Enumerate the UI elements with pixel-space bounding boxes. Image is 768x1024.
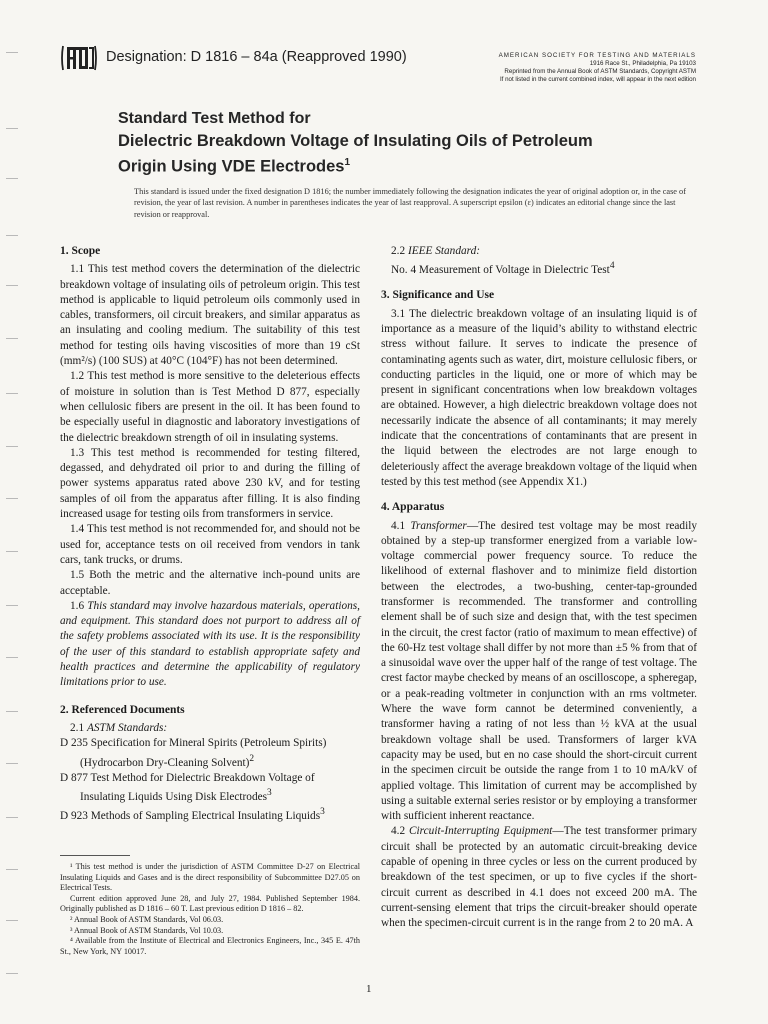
paragraph: 4.2 Circuit-Interrupting Equipment—The test transformer primary circuit shall be protected by an automatic circuit-breaking device capable of opening in three cycles or less on the current produced by breakdown of the test specimen, or up to five cycles if the short-circuit current as described in 4.1 does not exceed 200 mA. The current-sensing element that trips the circuit-breaker should operate when the specimen-circuit current is in the range from 2 to 20 mA. A [381,825,697,930]
footnote: ¹ This test method is under the jurisdiction of ASTM Committee D-27 on Electrical Insulating Liquids and Gases and is the direct responsibility of Subcommittee D27.05 on Electrical Tests. [60,862,360,893]
reprint-notice [396,52,696,84]
issuance-notice: This standard is issued under the fixed designation D 1816; the number immediately following the designation indicates the year of original adoption or, in the case of revision, the year of last revision. A number in parentheses indicates the year of last reapproval. A superscript epsilon (ε) indicates an editorial change since the last revision or reapproval. [134,187,686,219]
document-title [118,110,718,178]
reference-item: No. 4 Measurement of Voltage in Dielectric Test$^4$ [391,261,615,277]
footnote-mark: 2 [249,753,255,764]
reprint-line: If not listed in the current combined index, will appear in the next edition [499,76,696,83]
footnote: ⁴ Available from the Institute of Electrical and Electronics Engineers, Inc., 345 E. 47th St., New York, NY 10017. [60,936,360,956]
paragraph: 4.1 Transformer—The desired test voltage may be most readily obtained by a step-up transformer energized from a variable low-voltage commercial power frequency source. To reduce the likelihood of external flashover and to minimize field distortion between the electrodes, a two-bushing, center-tap-grounded transformer is recommended. The transformer and controlling element shall be of such size and design that, with the test specimen in the circuit, the crest factor (ratio of maximum to mean effective) of the 60-Hz test voltage shall differ by not more than ±5 % from that of a sinusoidal wave over the upper half of the range of test voltage. The crest factor maybe checked by means of an oscilloscope, a spheregap, or a peak-reading voltmeter in conjunction with an rms voltmeter. Where the wave form cannot be determined conveniently, a transformer having a rating of not less than ½ kVA at the usual breakdown voltage shall be used. Transformers of larger kVA capacity may be used, but en no case should the short-circuit current in the specimen circuit be outside the range from 1 to 10 mA/kV of applied voltage. This limitation of current may be accomplished by using a suitable external series resistor or by employing a transformer with sufficient inherent reactance. [381,519,697,823]
section-heading: 1. Scope [60,245,101,257]
footnote-mark: 3 [320,806,325,817]
paragraph-number: 2.1 [70,721,87,734]
paragraph: 1.1 This test method covers the determination of the dielectric breakdown voltage of insulating oils of petroleum origin. This test method is applicable to liquid petroleum oils commonly used in cables, transformers, oil circuit breakers, and similar apparatus as an insulating and cooling medium. The suitability of this test method for testing oils having viscosities of more than 19 cSt (mm²/s) (100 SUS) at 40°C (104°F) has not been determined. [60,263,360,368]
footnote-mark: 3 [267,787,272,798]
reprint-line: Reprinted from the Annual Book of ASTM Standards, Copyright ASTM [504,68,696,75]
paragraph-number: 4.2 [391,825,409,838]
footnote-mark: 1 [344,157,351,168]
designation: Designation: D 1816 – 84a (Reapproved 1990) [106,49,407,65]
safety-caveat: This standard may involve hazardous materials, operations, and equipment. This standard does not purport to address all of the safety problems associated with its use. It is the responsibility of the user of this standard to establish appropriate safety and health practices and determine the applicability of regulatory limitations prior to use. [60,599,360,689]
footnote-divider [60,855,130,856]
paragraph: 1.2 This test method is more sensitive to the deleterious effects of moisture in solution than is Test Method D 877, especially when cellulosic fibers are present in the oil. It has been found to be especially useful in diagnostic and laboratory investigations of the dielectric breakdown strength of oil in insulating systems. [60,370,360,444]
subsection-label: IEEE Standard: [407,245,481,257]
astm-logo-icon [60,42,98,74]
left-column [60,244,360,824]
section-heading: 4. Apparatus [381,501,445,514]
paragraph: 3.1 The dielectric breakdown voltage of an insulating liquid is of importance as a measure of the liquid’s ability to withstand electric stress without failure. It serves to indicate the presence of contaminating agents such as water, dirt, moisture cellulosic fibers, or conducting particles in the liquid, one or more of which may be present in significant concentrations when low breakdown voltages are obtained. However, a high dielectric breakdown voltage does not necessarily indicate the absence of all contaminants; it may merely indicate that the concentrations of contaminants that are present in the liquid between the electrodes are not large enough to deleteriously affect the average breakdown voltage of the liquid when tested by this test method (see Appendix X1.) [381,307,697,488]
paragraph [60,721,360,736]
subsection-label: Circuit-Interrupting Equipment [409,825,553,838]
paragraph: 1.3 This test method is recommended for testing filtered, degassed, and dehydrated oil prior to and during the filling of power systems apparatus rated above 230 kV, and for testing samples of oil from the apparatus after filling. It is also finding increased usage for testing oils from transformers in service. [60,446,360,521]
reference-item: D 235 Specification for Mineral Spirits (Petroleum Spirits) (Hydrocarbon Dry-Cleaning Solvent)$^2$ [60,737,327,769]
title-line: Dielectric Breakdown Voltage of Insulating Oils of Petroleum [118,132,593,150]
page-number: 1 [366,983,372,995]
paragraph-number: 1.6 [70,599,88,612]
title-line: Standard Test Method for [118,110,311,127]
footnotes [60,862,360,957]
paragraph-number: 2.2 [391,245,408,257]
publisher-name: AMERICAN SOCIETY FOR TESTING AND MATERIALS [498,52,696,59]
reference-item: D 877 Test Method for Dielectric Breakdown Voltage of Insulating Liquids Using Disk Electrodes$^3$ [60,771,315,803]
footnote-mark: 4 [609,261,615,272]
subsection-label: ASTM Standards: [86,721,168,734]
paragraph-number: 4.1 [391,519,411,532]
paragraph: 1.5 Both the metric and the alternative inch-pound units are acceptable. [60,569,360,597]
right-column [381,244,697,932]
footnote: ³ Annual Book of ASTM Standards, Vol 10.03. [70,925,224,935]
title-line: Origin Using VDE Electrodes [118,157,345,176]
paragraph: 1.4 This test method is not recommended for, and should not be used for, acceptance tests on oil received from vendors in tank cars, tank trucks, or drums. [60,523,360,566]
publisher-address: 1916 Race St., Philadelphia, Pa 19103 [589,60,696,67]
margin-ticks [6,0,20,1024]
reference-item: D 923 Methods of Sampling Electrical Insulating Liquids$^3$ [60,806,325,822]
subsection-label: Transformer [410,519,467,532]
footnote: Current edition approved June 28, and July 27, 1984. Published September 1984. Originally published as D 1816 – 60 T. Last previous edition D 1816 – 82. [60,893,360,914]
footnote: ² Annual Book of ASTM Standards, Vol 06.03. [70,914,224,924]
section-heading: 2. Referenced Documents [60,703,185,716]
paragraph [381,244,697,259]
section-heading: 3. Significance and Use [381,289,495,302]
paragraph [60,599,360,691]
